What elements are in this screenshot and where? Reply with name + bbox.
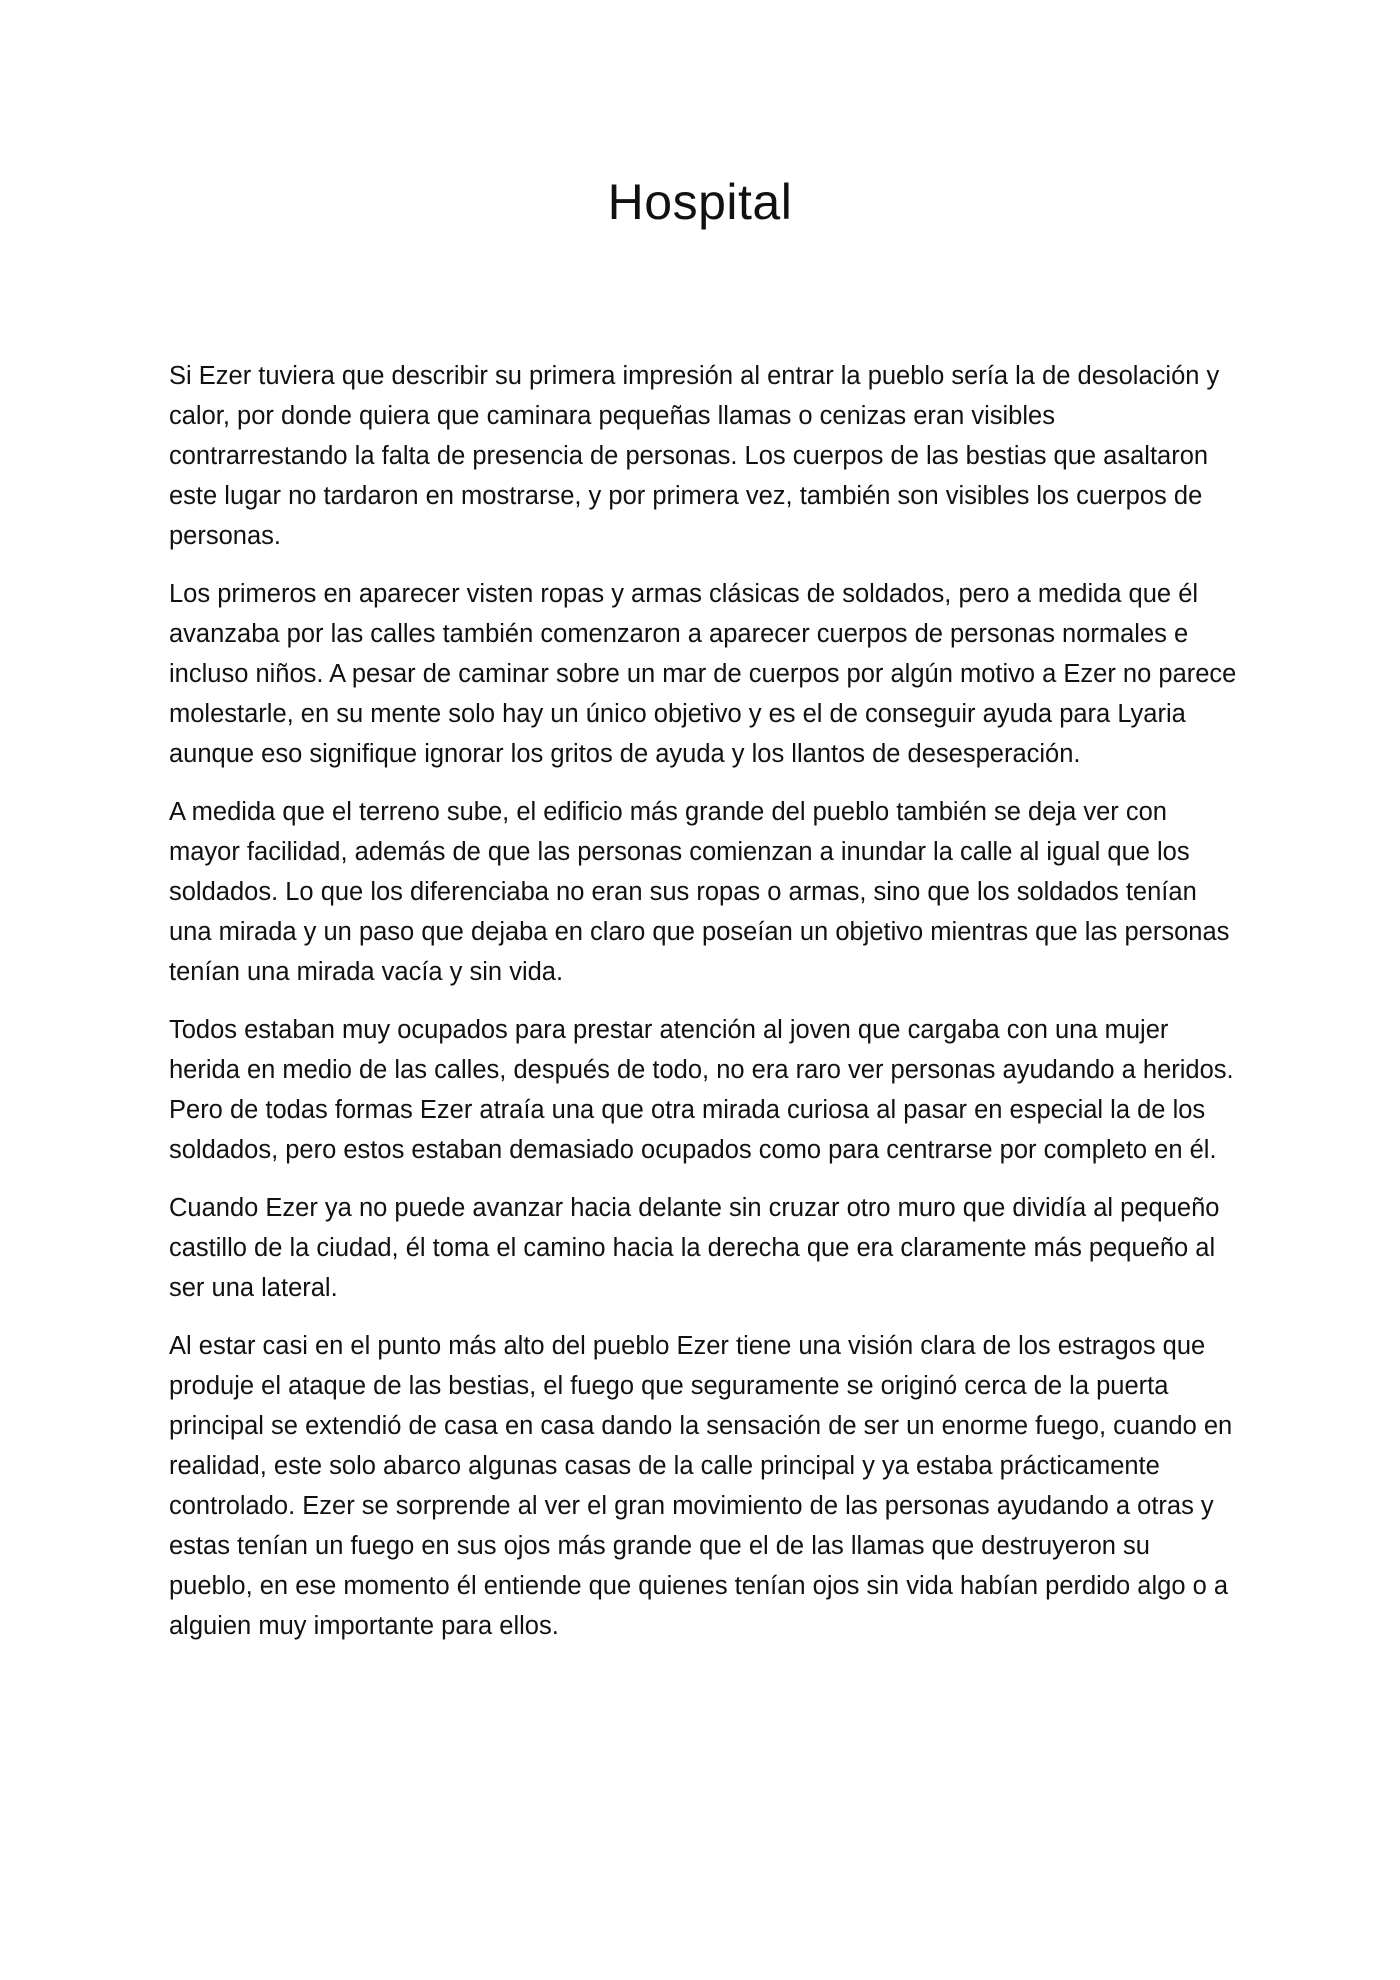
- document-body: [169, 356, 1239, 1664]
- paragraph-3: A medida que el terreno sube, el edificio más grande del pueblo también se deja ver con mayor facilidad, además de que las personas comienzan a inundar la calle al igual que los soldados. Lo que los diferenciaba no eran sus ropas o armas, sino que los soldados tenían una mirada y un paso que dejaba en claro que poseían un objetivo mientras que las personas tenían una mirada vacía y sin vida.: [169, 798, 1230, 986]
- document-title: Hospital: [607, 174, 793, 230]
- paragraph-2: Los primeros en aparecer visten ropas y armas clásicas de soldados, pero a medida que él avanzaba por las calles también comenzaron a aparecer cuerpos de personas normales e incluso niños. A pesar de caminar sobre un mar de cuerpos por algún motivo a Ezer no parece molestarle, en su mente solo hay un único objetivo y es el de conseguir ayuda para Lyaria aunque eso signifique ignorar los gritos de ayuda y los llantos de desesperación.: [169, 580, 1237, 768]
- paragraph-4: Todos estaban muy ocupados para prestar atención al joven que cargaba con una mujer herida en medio de las calles, después de todo, no era raro ver personas ayudando a heridos. Pero de todas formas Ezer atraía una que otra mirada curiosa al pasar en especial la de los soldados, pero estos estaban demasiado ocupados como para centrarse por completo en él.: [169, 1016, 1234, 1164]
- paragraph-5: Cuando Ezer ya no puede avanzar hacia delante sin cruzar otro muro que dividía al pequeño castillo de la ciudad, él toma el camino hacia la derecha que era claramente más pequeño al ser una lateral.: [169, 1194, 1220, 1302]
- paragraph-6: Al estar casi en el punto más alto del pueblo Ezer tiene una visión clara de los estragos que produje el ataque de las bestias, el fuego que seguramente se originó cerca de la puerta principal se extendió de casa en casa dando la sensación de ser un enorme fuego, cuando en realidad, este solo abarco algunas casas de la calle principal y ya estaba prácticamente controlado. Ezer se sorprende al ver el gran movimiento de las personas ayudando a otras y estas tenían un fuego en sus ojos más grande que el de las llamas que destruyeron su pueblo, en ese momento él entiende que quienes tenían ojos sin vida habían perdido algo o a alguien muy importante para ellos.: [169, 1332, 1233, 1640]
- paragraph-1: Si Ezer tuviera que describir su primera impresión al entrar la pueblo sería la de desolación y calor, por donde quiera que caminara pequeñas llamas o cenizas eran visibles contrarrestando la falta de presencia de personas. Los cuerpos de las bestias que asaltaron este lugar no tardaron en mostrarse, y por primera vez, también son visibles los cuerpos de personas.: [169, 362, 1220, 550]
